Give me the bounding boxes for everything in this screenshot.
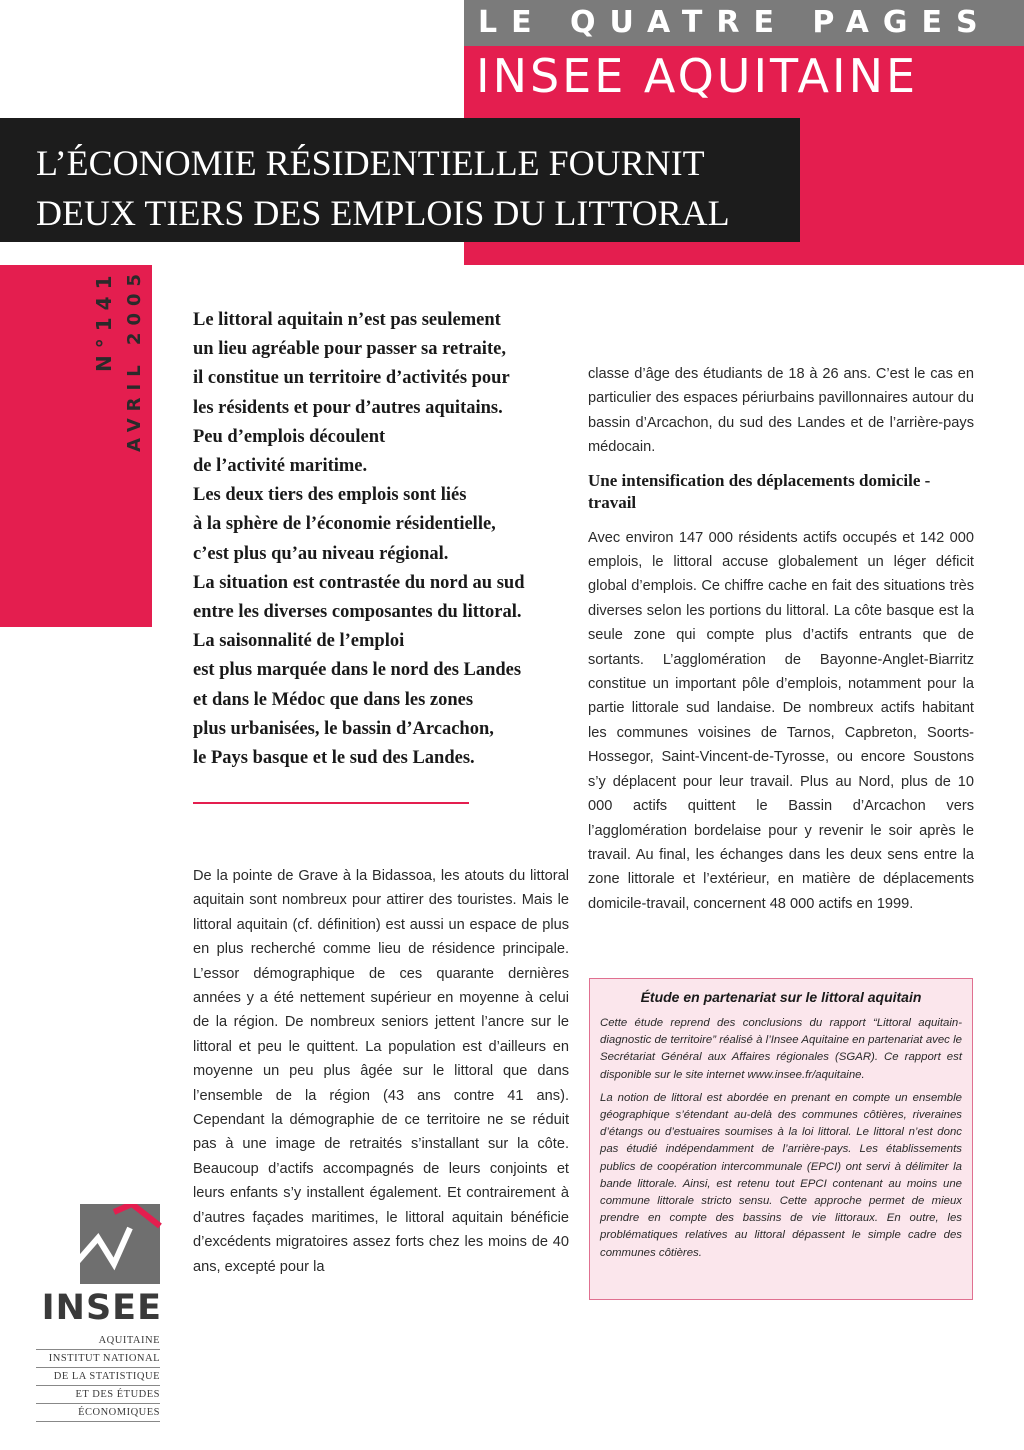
lead-line: Peu d’emplois découlent: [193, 426, 386, 447]
lead-line: à la sphère de l’économie résidentielle,: [193, 514, 496, 535]
body-column-left: [193, 864, 569, 1279]
partnership-box-paragraph: Cette étude reprend des conclusions du rapport “Littoral aquitain-diagnostic de territoire” réalisé à l’Insee Aquitaine en partenariat avec le Secrétariat Général aux Affaires régionales (SGAR). Ce rapport est disponible sur le site internet www.insee.fr/aquitaine.: [600, 1017, 962, 1081]
insee-logo: [36, 1204, 162, 1420]
insee-logo-line: INSTITUT NATIONAL: [36, 1350, 160, 1368]
lead-line: de l’activité maritime.: [193, 456, 368, 477]
issue-number: N°141: [92, 268, 116, 372]
series-banner: [464, 0, 1024, 46]
headline-box: [0, 118, 800, 242]
partnership-box-title: Étude en partenariat sur le littoral aquitain: [640, 989, 922, 1005]
lead-line: entre les diverses composantes du littoral.: [193, 602, 522, 623]
issue-info: [92, 266, 156, 472]
body-paragraph: Avec environ 147 000 résidents actifs occupés et 142 000 emplois, le littoral accuse globalement un léger déficit global d’emplois. Ce chiffre cache en fait des situations très diverses selon les portions du littoral. La côte basque est la seule zone qui compte plus d’actifs entrants que de sortants. L’agglomération de Bayonne-Anglet-Biarritz constitue un important pôle d’emplois, notamment pour la partie littorale sud landaise. De nombreux actifs habitant les communes voisines de Tarnos, Capbreton, Soorts-Hossegor, Saint-Vincent-de-Tyrosse, ou encore Soustons s’y déplacent pour leur travail. Plus au Nord, plus de 10 000 actifs quittent le Bassin d’Arcachon vers l’agglomération bordelaise pour y revenir le soir après le travail. Au final, les échanges dans les deux sens entre la zone littorale et l’extérieur, en matière de déplacements domicile-travail, concernent 48 000 actifs en 1999.: [588, 529, 974, 912]
headline-line-2: DEUX TIERS DES EMPLOIS DU LITTORAL: [36, 193, 730, 233]
lead-line: plus urbanisées, le bassin d’Arcachon,: [193, 718, 494, 739]
body-column-right: [588, 362, 974, 916]
lead-line: les résidents et pour d’autres aquitains.: [193, 397, 503, 418]
lead-line: c’est plus qu’au niveau régional.: [193, 543, 449, 564]
insee-logo-line: ET DES ÉTUDES: [36, 1386, 160, 1404]
partnership-box: [589, 978, 973, 1300]
insee-logo-line: DE LA STATISTIQUE: [36, 1368, 160, 1386]
body-paragraph: De la pointe de Grave à la Bidassoa, les atouts du littoral aquitain sont nombreux pour attirer des touristes. Mais le littoral aquitain (cf. définition) est aussi un espace de plus en plus recherché comme lieu de résidence principale. L’essor démographique de ces quarante dernières années y a été nettement supérieur en moyenne à celui de la région. De nombreux seniors jettent l’ancre sur le littoral et peu le quittent. La population est d’ailleurs en moyenne un peu plus âgée sur le littoral que dans l’ensemble de la région (43 ans contre 41 ans). Cependant la démographie de ce territoire ne se réduit pas à une image de retraités s’installant sur la côte. Beaucoup d’actifs accompagnés de leurs conjoints et leurs enfants s’y installent également. Et contrairement à d’autres façades maritimes, le littoral aquitain bénéficie d’excédents migratoires assez forts chez les moins de 40 ans, excepté pour la: [193, 868, 569, 1275]
insee-logo-mark-icon: [70, 1204, 162, 1286]
lead-line: Le littoral aquitain n’est pas seulement: [193, 310, 501, 330]
body-paragraph: classe d’âge des étudiants de 18 à 26 ans. C’est le cas en particulier des espaces périurbains pavillonnaires autour du bassin d’Arcachon, du sud des Landes et de l’arrière-pays médocain.: [588, 366, 974, 456]
lead-line: le Pays basque et le sud des Landes.: [193, 748, 475, 769]
lead-line: Les deux tiers des emplois sont liés: [193, 485, 467, 506]
lead-summary: [193, 306, 578, 773]
publisher-title: INSEE AQUITAINE: [476, 49, 919, 103]
insee-logo-region: AQUITAINE: [36, 1332, 160, 1350]
section-heading: Une intensification des déplacements domicile - travail: [588, 470, 931, 512]
headline-line-1: L’ÉCONOMIE RÉSIDENTIELLE FOURNIT: [36, 143, 705, 183]
lead-line: un lieu agréable pour passer sa retraite,: [193, 339, 506, 360]
lead-line: La saisonnalité de l’emploi: [193, 631, 405, 652]
lead-line: est plus marquée dans le nord des Landes: [193, 660, 522, 681]
lead-divider: [193, 802, 469, 804]
lead-line: et dans le Médoc que dans les zones: [193, 689, 474, 710]
insee-logo-subtitle: [36, 1332, 160, 1422]
insee-logo-line: ÉCONOMIQUES: [36, 1404, 160, 1422]
insee-logo-word: INSEE: [41, 1288, 162, 1328]
series-title: LE QUATRE PAGES: [478, 5, 992, 40]
issue-date: AVRIL 2005: [124, 266, 145, 452]
lead-line: La situation est contrastée du nord au sud: [193, 572, 525, 593]
partnership-box-paragraph: La notion de littoral est abordée en prenant en compte un ensemble géographique s’étendant au-delà des communes côtières, riveraines d’étangs ou d’estuaires soumises à la loi littoral. Le littoral n’est donc pas étudié indépendamment de l’arrière-pays. Les établissements publics de coopération intercommunale (EPCI) ont servi à délimiter la bande littorale. Ainsi, est retenu tout EPCI contenant au moins une commune littorale stricto sensu. Cette approche permet de mieux prendre en compte des bassins de vie littoraux. En outre, les problématiques relatives au littoral dépassent le simple cadre des communes côtières.: [600, 1091, 962, 1259]
lead-line: il constitue un territoire d’activités pour: [193, 368, 510, 389]
